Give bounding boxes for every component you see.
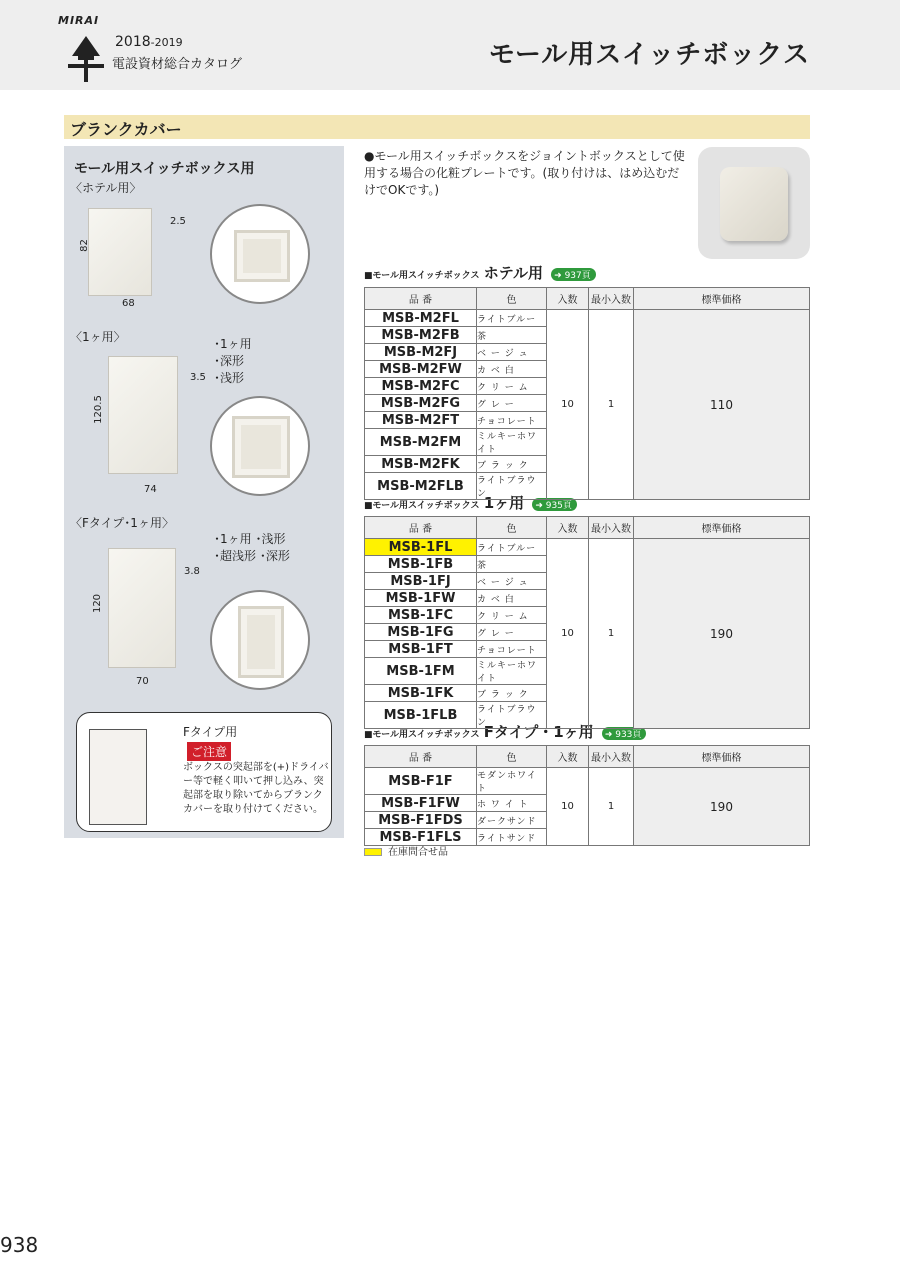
product-code: MSB-1FW <box>365 590 477 607</box>
product-code: MSB-1FC <box>365 607 477 624</box>
product-code: MSB-M2FLB <box>365 473 477 500</box>
column-header: 入数 <box>547 517 589 539</box>
product-color: ミルキーホワイト <box>477 658 547 685</box>
catalog-name: 電設資材総合カタログ <box>112 57 243 72</box>
min-quantity: 1 <box>589 310 634 500</box>
product-color: ベ ー ジ ュ <box>477 573 547 590</box>
one-gang-label: 〈1ヶ用〉 <box>70 330 126 344</box>
product-color: ホ ワ イ ト <box>477 795 547 812</box>
table-heading-hotel: ■モール用スイッチボックス ホテル用 ➜ 937頁 <box>364 262 596 283</box>
product-code: MSB-1FT <box>365 641 477 658</box>
product-code: MSB-M2FC <box>365 378 477 395</box>
one-gang-box-photo <box>210 396 310 496</box>
product-color: ライトサンド <box>477 829 547 846</box>
product-table-hotel <box>364 287 810 500</box>
stock-legend: 在庫問合せ品 <box>364 843 448 858</box>
product-color: ライトブルー <box>477 310 547 327</box>
brand-name: MIRAI <box>58 14 100 27</box>
product-code: MSB-F1FLS <box>365 829 477 846</box>
section-bar <box>64 115 810 139</box>
f-type-plate-drawing <box>108 548 176 668</box>
page-title: モール用スイッチボックス <box>488 40 810 70</box>
table-header-row <box>365 746 810 768</box>
product-code: MSB-1FM <box>365 658 477 685</box>
product-code: MSB-M2FG <box>365 395 477 412</box>
table-header-row <box>365 288 810 310</box>
stock-swatch <box>364 848 382 856</box>
table-row <box>365 310 810 327</box>
hotel-height-dim: 82 <box>78 239 90 252</box>
product-color: グ レ ー <box>477 395 547 412</box>
column-header: 色 <box>477 517 547 539</box>
blank-cover-photo <box>698 147 810 259</box>
product-color: ブ ラ ッ ク <box>477 456 547 473</box>
column-header: 入数 <box>547 288 589 310</box>
column-header: 最小入数 <box>589 746 634 768</box>
f-type-width-dim: 70 <box>136 676 149 687</box>
page-ref-badge: ➜ 937頁 <box>551 268 596 281</box>
column-header: 品 番 <box>365 517 477 539</box>
f-type-thickness-dim: 3.8 <box>184 566 200 577</box>
page-ref-badge: ➜ 933頁 <box>602 727 647 740</box>
pack-quantity: 10 <box>547 539 589 729</box>
one-gang-thickness-dim: 3.5 <box>190 372 206 383</box>
f-type-note-title: Fタイプ用 <box>183 725 238 739</box>
column-header: 品 番 <box>365 746 477 768</box>
product-color: チョコレート <box>477 412 547 429</box>
product-color: ク リ ー ム <box>477 378 547 395</box>
product-table-one-gang <box>364 516 810 729</box>
product-color: ライトブルー <box>477 539 547 556</box>
product-table-f-type <box>364 745 810 846</box>
f-type-height-dim: 120 <box>92 593 104 614</box>
min-quantity: 1 <box>589 768 634 846</box>
product-color: カ ベ 白 <box>477 361 547 378</box>
product-color: ミルキーホワイト <box>477 429 547 456</box>
product-code: MSB-1FK <box>365 685 477 702</box>
one-gang-bullets: ･1ヶ用 ･深形 ･浅形 <box>214 337 252 385</box>
hotel-thickness-dim: 2.5 <box>170 216 186 227</box>
one-gang-plate-drawing <box>108 356 178 474</box>
hotel-box-photo <box>210 204 310 304</box>
product-color: ライトブラウン <box>477 473 547 500</box>
table-row <box>365 768 810 795</box>
product-color: 茶 <box>477 556 547 573</box>
product-code: MSB-M2FB <box>365 327 477 344</box>
product-code: MSB-M2FW <box>365 361 477 378</box>
page-number: 938 <box>0 1233 39 1257</box>
product-code: MSB-F1FDS <box>365 812 477 829</box>
hotel-label: 〈ホテル用〉 <box>70 181 142 195</box>
product-color: グ レ ー <box>477 624 547 641</box>
column-header: 品 番 <box>365 288 477 310</box>
f-type-box-drawing <box>89 729 147 825</box>
column-header: 標準価格 <box>634 288 810 310</box>
f-type-box-photo <box>210 590 310 690</box>
caution-badge: ご注意 <box>187 742 231 761</box>
product-code: MSB-M2FM <box>365 429 477 456</box>
product-code: MSB-M2FK <box>365 456 477 473</box>
product-code: MSB-1FL <box>365 539 477 556</box>
product-code: MSB-M2FJ <box>365 344 477 361</box>
table-row <box>365 539 810 556</box>
column-header: 標準価格 <box>634 746 810 768</box>
column-header: 色 <box>477 746 547 768</box>
column-header: 色 <box>477 288 547 310</box>
product-color: ライトブラウン <box>477 702 547 729</box>
table-heading-f-type: ■モール用スイッチボックス Fタイプ・1ヶ用 ➜ 933頁 <box>364 721 646 742</box>
product-description: ●モール用スイッチボックスをジョイントボックスとして使用する場合の化粧プレートです。(取り付けは、はめ込むだけでOKです。) <box>364 149 685 197</box>
section-title: ブランクカバー <box>70 120 182 139</box>
product-code: MSB-1FJ <box>365 573 477 590</box>
standard-price: 190 <box>634 768 810 846</box>
min-quantity: 1 <box>589 539 634 729</box>
hotel-width-dim: 68 <box>122 298 135 309</box>
standard-price: 110 <box>634 310 810 500</box>
product-color: 茶 <box>477 327 547 344</box>
product-code: MSB-1FB <box>365 556 477 573</box>
product-code: MSB-1FG <box>365 624 477 641</box>
illustration-panel <box>64 146 344 838</box>
product-color: ブ ラ ッ ク <box>477 685 547 702</box>
caution-text: ボックスの突起部を(+)ドライバー等で軽く叩いて押し込み、突起部を取り除いてからブランクカバーを取り付けてください。 <box>183 762 329 815</box>
catalog-year: 2018-2019 <box>115 34 183 50</box>
f-type-bullets: ･1ヶ用 ･浅形 ･超浅形 ･深形 <box>214 532 290 563</box>
page-header <box>0 0 900 90</box>
product-color: モダンホワイト <box>477 768 547 795</box>
one-gang-height-dim: 120.5 <box>92 395 104 424</box>
product-code: MSB-M2FT <box>365 412 477 429</box>
column-header: 最小入数 <box>589 288 634 310</box>
table-header-row <box>365 517 810 539</box>
hotel-plate-drawing <box>88 208 152 296</box>
product-color: ダークサンド <box>477 812 547 829</box>
column-header: 標準価格 <box>634 517 810 539</box>
f-type-label: 〈Fタイプ･1ヶ用〉 <box>70 516 174 530</box>
product-color: ベ ー ジ ュ <box>477 344 547 361</box>
product-code: MSB-F1FW <box>365 795 477 812</box>
standard-price: 190 <box>634 539 810 729</box>
panel-title: モール用スイッチボックス用 <box>74 161 255 177</box>
table-heading-one-gang: ■モール用スイッチボックス 1ヶ用 ➜ 935頁 <box>364 492 577 513</box>
column-header: 入数 <box>547 746 589 768</box>
f-type-note <box>76 712 332 832</box>
product-code: MSB-F1F <box>365 768 477 795</box>
product-code: MSB-M2FL <box>365 310 477 327</box>
pack-quantity: 10 <box>547 310 589 500</box>
product-code: MSB-1FLB <box>365 702 477 729</box>
column-header: 最小入数 <box>589 517 634 539</box>
product-color: ク リ ー ム <box>477 607 547 624</box>
page-ref-badge: ➜ 935頁 <box>532 498 577 511</box>
product-color: カ ベ 白 <box>477 590 547 607</box>
product-color: チョコレート <box>477 641 547 658</box>
one-gang-width-dim: 74 <box>144 484 157 495</box>
pack-quantity: 10 <box>547 768 589 846</box>
